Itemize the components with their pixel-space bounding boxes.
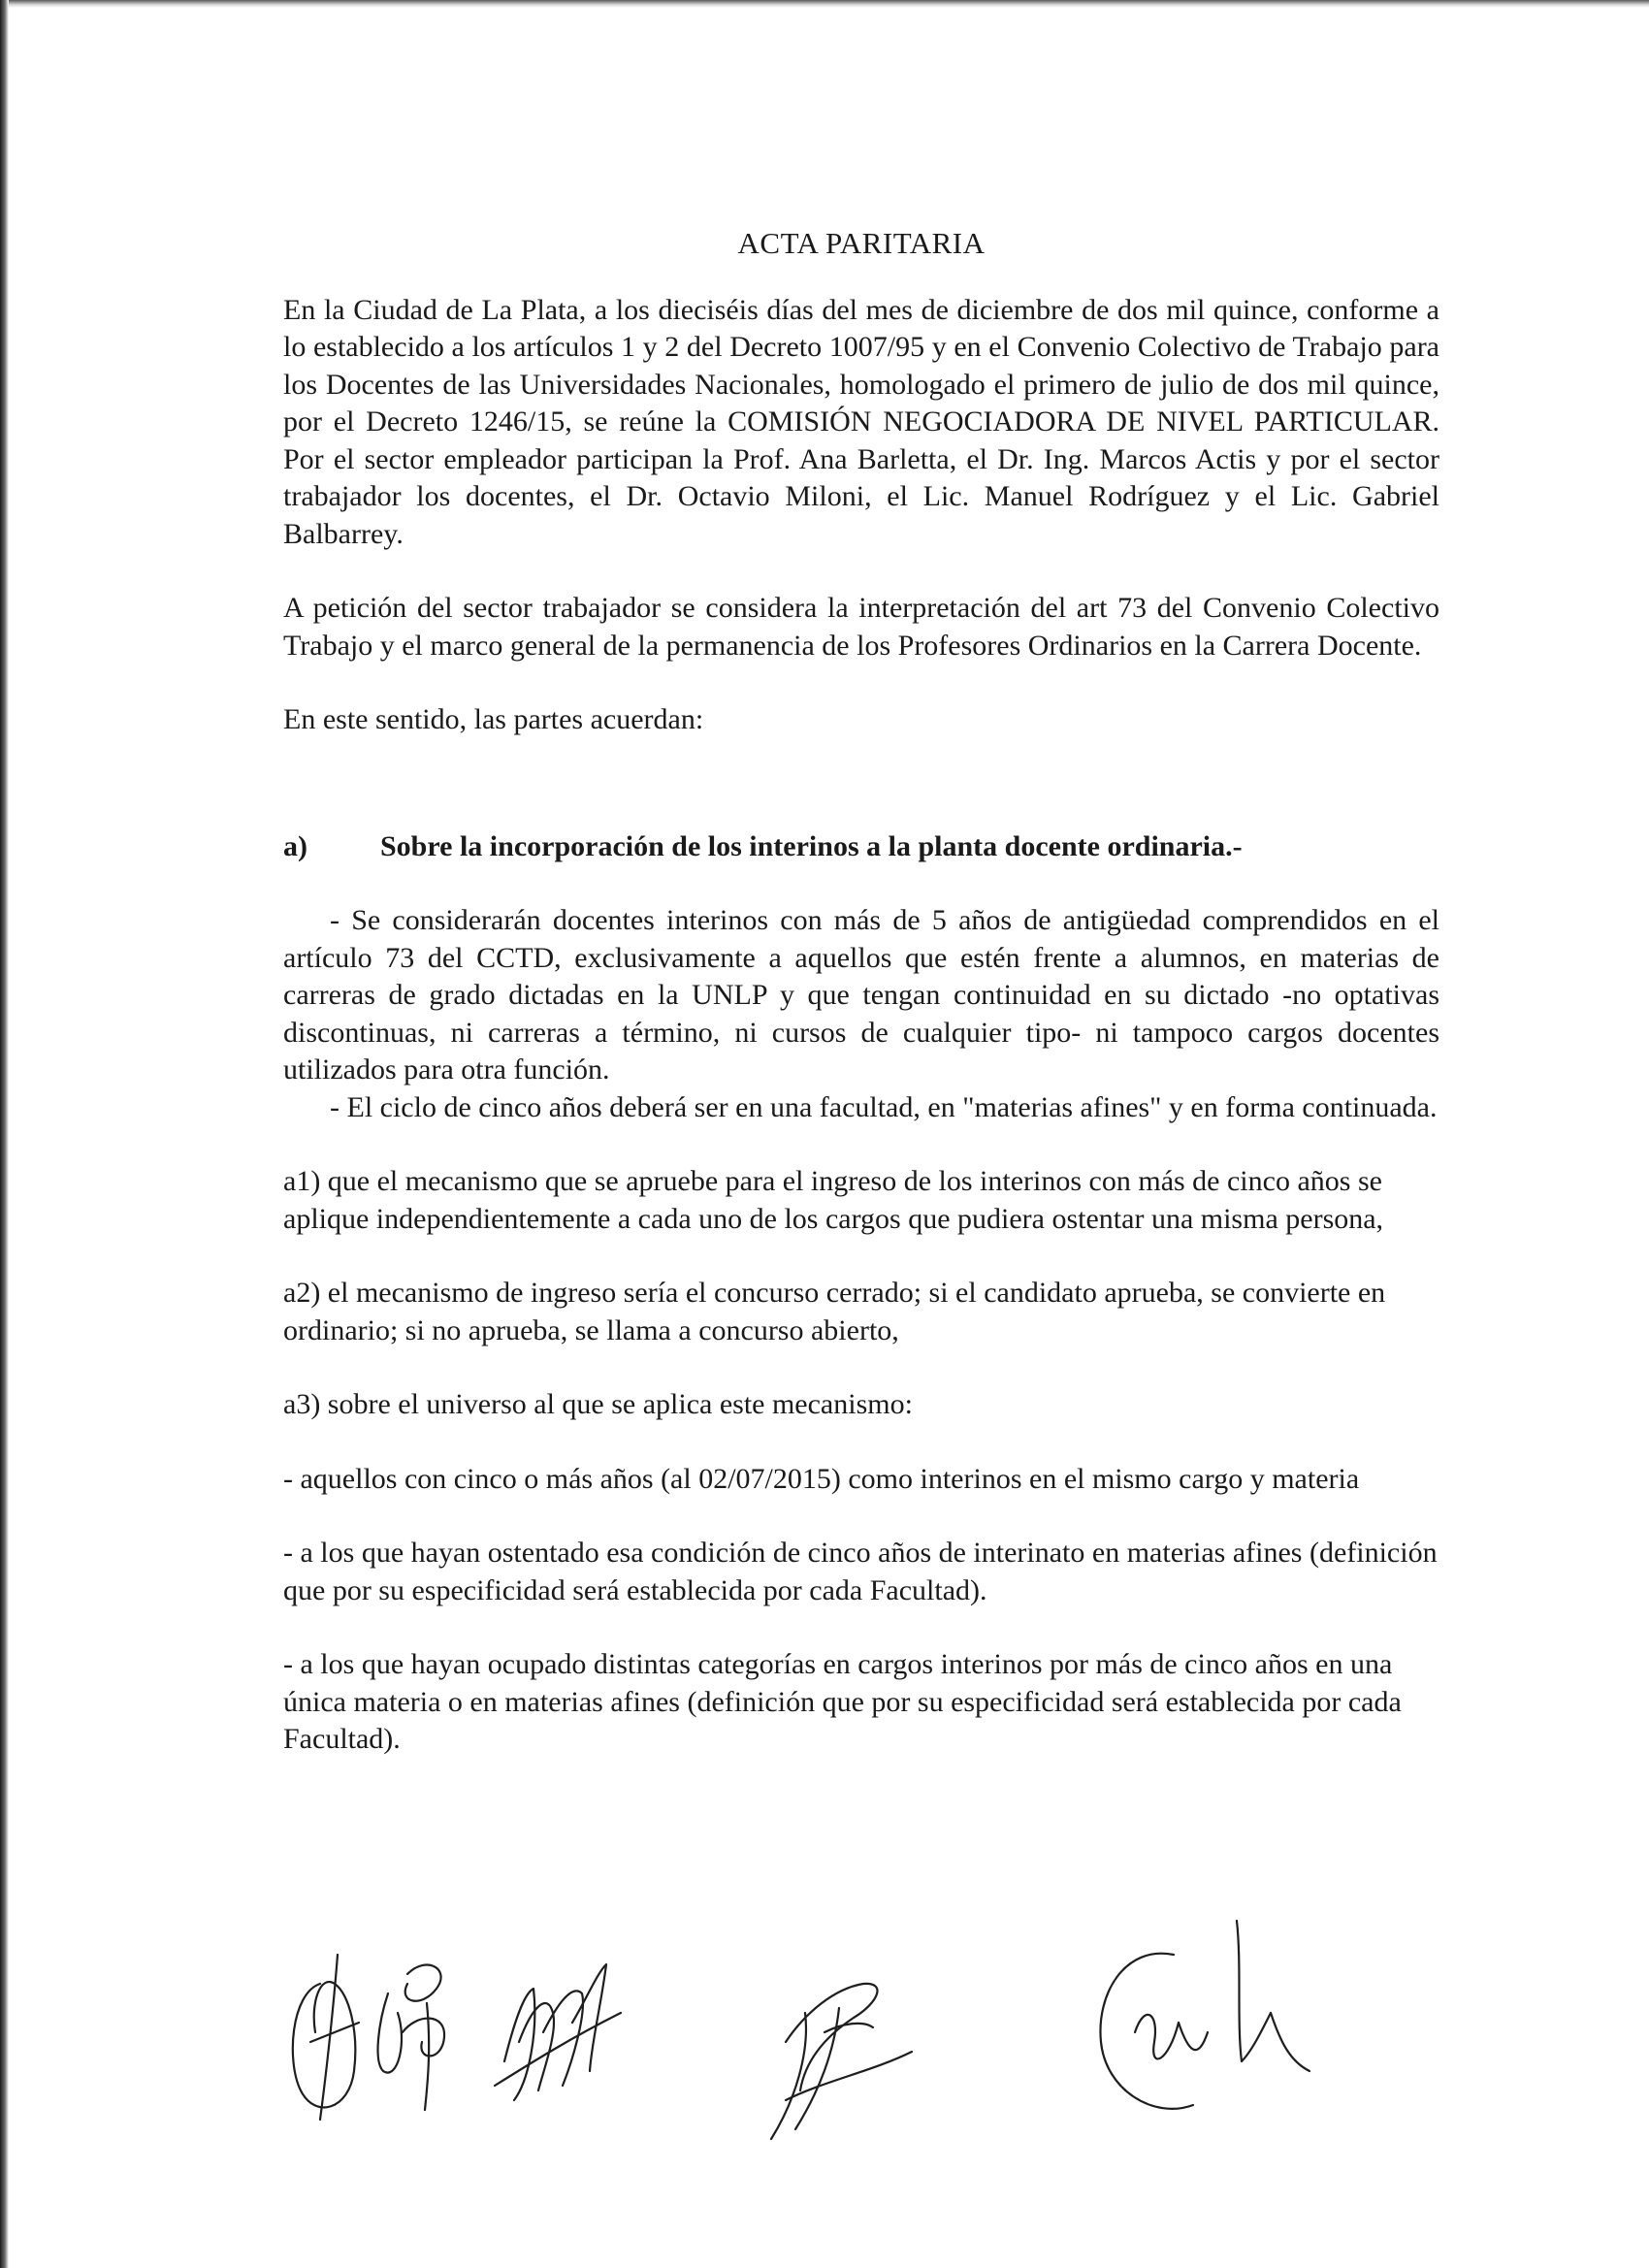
- section-a-bullet: - Se considerarán docentes interinos con más de 5 años de antigüedad comprendidos en el artículo 73 del CCTD, exclusivamente a aquellos que estén frente a alumnos, en materias de carreras de grado dictadas en la UNLP y que tengan continuidad en su dictado -no optativas discontinuas, ni carreras a término, ni cursos de cualquier tipo- ni tampoco cargos docentes utilizados para otra función.: [283, 904, 1439, 1085]
- a3-item: - a los que hayan ostentado esa condición de cinco años de interinato en materias afines (definición que por su especificidad será establecida por cada Facultad).: [283, 1537, 1438, 1606]
- clause-a3: a3) sobre el universo al que se aplica este mecanismo:: [283, 1388, 913, 1420]
- section-a-bullet: - El ciclo de cinco años deberá ser en una facultad, en "materias afines" y en forma continuada.: [330, 1090, 1438, 1123]
- signature-4: [1100, 1921, 1310, 2109]
- signature-1: [293, 1955, 444, 2120]
- document-page: [283, 225, 1439, 1759]
- a3-item: - a los que hayan ocupado distintas categorías en cargos interinos por más de cinco años en una única materia o en materias afines (definición que por su especificidad será establecida por cada Facultad).: [283, 1648, 1402, 1755]
- scan-edge-top: [0, 0, 1649, 8]
- signatures-svg: [281, 1916, 1445, 2149]
- clause-a1: a1) que el mecanismo que se apruebe para el ingreso de los interinos con más de cinco años se aplique independientemente a cada uno de los cargos que pudiera ostentar una misma persona,: [283, 1165, 1384, 1235]
- agreement-lead: En este sentido, las partes acuerdan:: [283, 703, 704, 735]
- signatures-area: [281, 1916, 1445, 2149]
- a3-item: - aquellos con cinco o más años (al 02/07/2015) como interinos en el mismo cargo y materia: [283, 1462, 1360, 1495]
- scan-edge-left: [0, 0, 9, 2268]
- section-a-letter: a): [283, 829, 307, 862]
- intro-paragraph: En la Ciudad de La Plata, a los dieciséis días del mes de diciembre de dos mil quince, conforme a lo establecido a los artículos 1 y 2 del Decreto 1007/95 y en el Convenio Colectivo de Trabajo para los Docentes de las Universidades Nacionales, homologado el primero de julio de dos mil quince, por el Decreto 1246/15, se reúne la COMISIÓN NEGOCIADORA DE NIVEL PARTICULAR. Por el sector empleador participan la Prof. Ana Barletta, el Dr. Ing. Marcos Actis y por el sector trabajador los docentes, el Dr. Octavio Miloni, el Lic. Manuel Rodríguez y el Lic. Gabriel Balbarrey.: [283, 293, 1439, 550]
- petition-paragraph: A petición del sector trabajador se considera la interpretación del art 73 del Convenio Colectivo Trabajo y el marco general de la permanencia de los Profesores Ordinarios en la Carrera Docente.: [283, 592, 1439, 662]
- clause-a2: a2) el mecanismo de ingreso sería el concurso cerrado; si el candidato aprueba, se convierte en ordinario; si no aprueba, se llama a concurso abierto,: [283, 1277, 1386, 1346]
- document-title: ACTA PARITARIA: [737, 226, 986, 260]
- signature-2: [495, 1964, 621, 2100]
- section-a-heading: [283, 828, 1439, 866]
- section-a-title: Sobre la incorporación de los interinos a la planta docente ordinaria.-: [380, 829, 1243, 862]
- signature-3: [771, 1984, 912, 2139]
